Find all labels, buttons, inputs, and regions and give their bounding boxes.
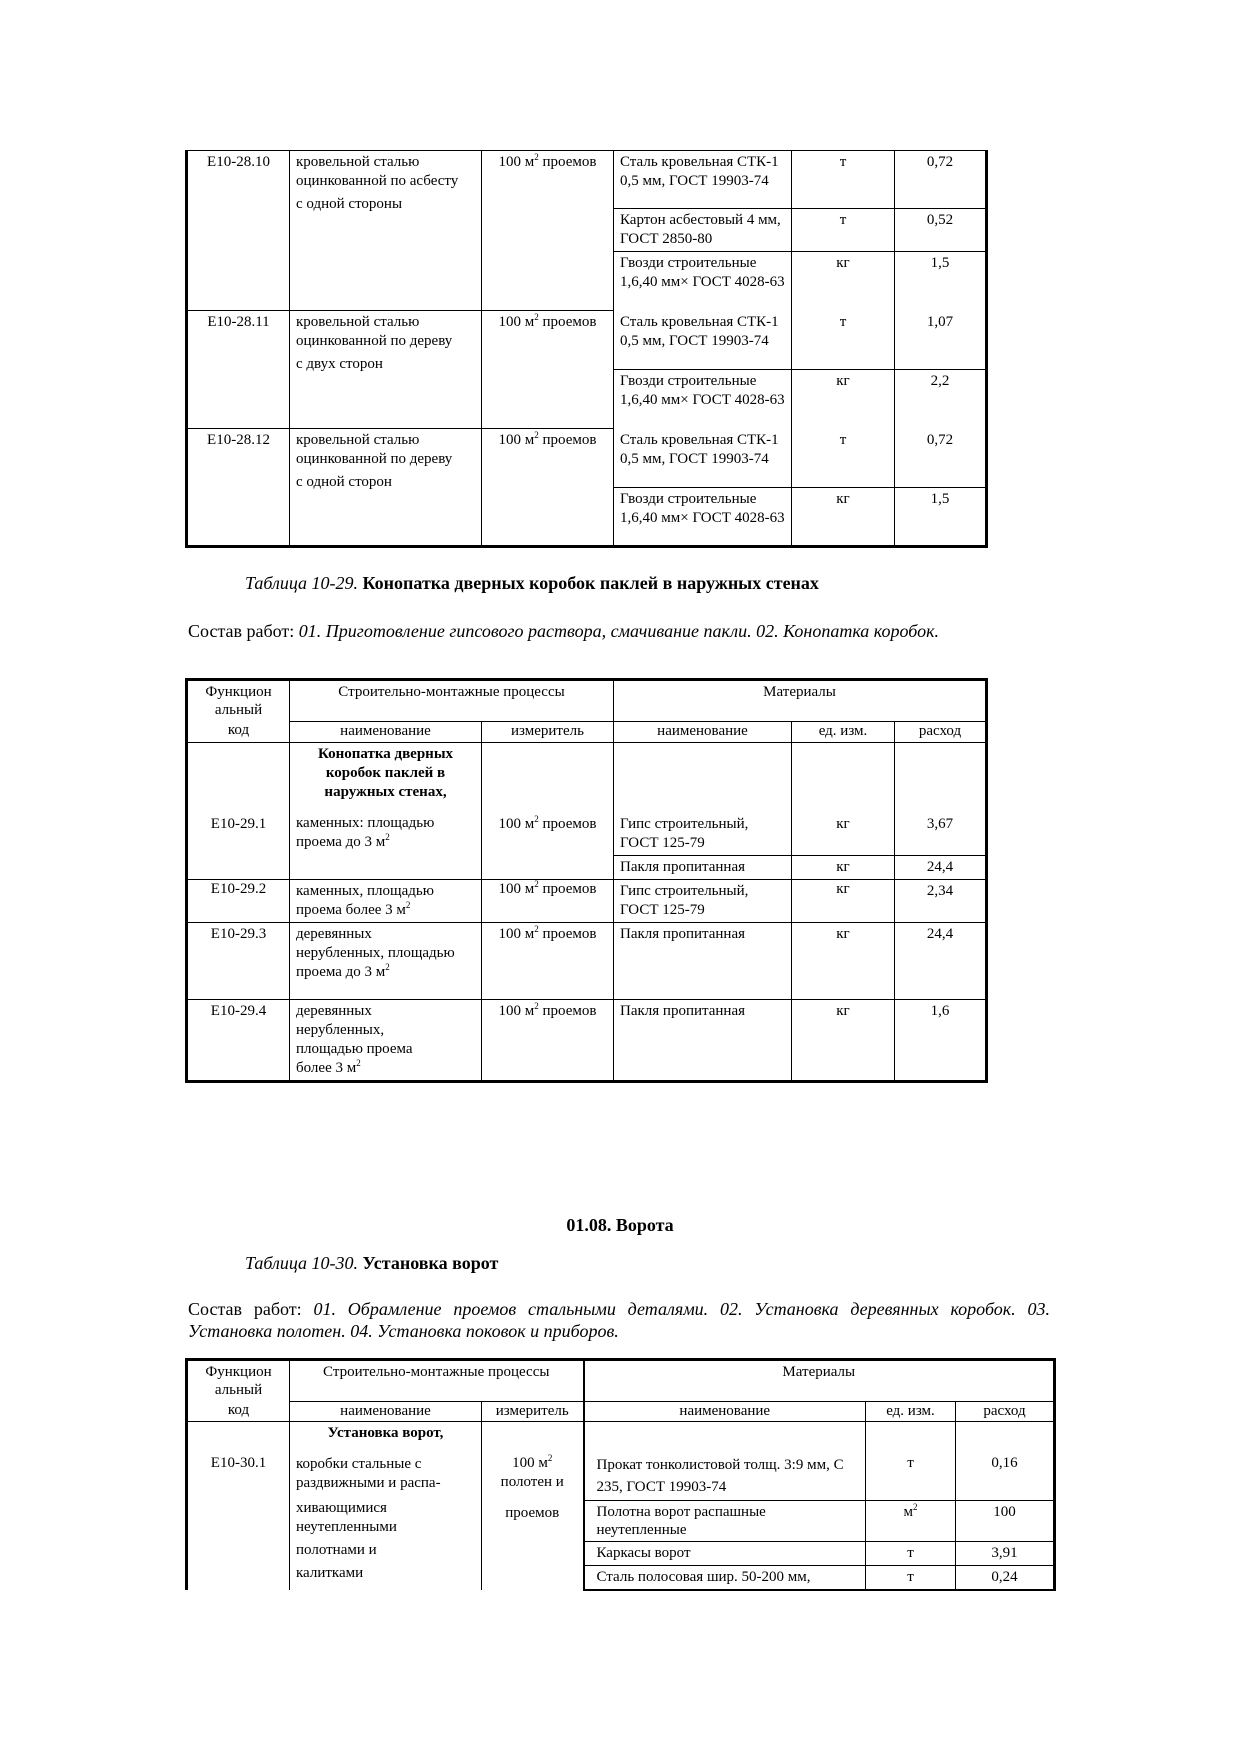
meter-cell: 100 $м^2$ полотен и проемов	[482, 1421, 584, 1590]
meter-cell: 100 $м^2$ проемов	[482, 311, 614, 429]
work-label: Состав работ:	[188, 621, 295, 641]
header-materials: Материалы	[614, 680, 987, 722]
header-consumption: расход	[895, 721, 987, 742]
material-name: Картон асбестовый 4 мм, ГОСТ 2850-80	[614, 209, 792, 252]
process-name-text: каменных: площадью проема до 3 $м^2$	[296, 814, 435, 850]
process-name-text: деревянных нерубленных, площадью проема более 3 $м^2$	[290, 999, 482, 1081]
table-10-29	[185, 678, 988, 1083]
material-name: Пакля пропитанная	[614, 855, 792, 879]
material-consumption: 2,2	[895, 370, 987, 429]
material-unit: т	[866, 1541, 956, 1565]
table-row	[187, 1421, 1055, 1500]
work-composition-10-29	[188, 620, 1050, 642]
header-material-name: наименование	[584, 1401, 866, 1421]
process-name-text: кровельной сталью оцинкованной по дереву	[296, 314, 453, 349]
material-unit: т	[792, 151, 895, 209]
material-name: Сталь полосовая шир. 50-200 мм,	[584, 1565, 866, 1590]
material-unit: т	[792, 311, 895, 370]
section-heading: 01.08. Ворота	[566, 1215, 674, 1235]
meter-cell: 100 $м^2$ проемов	[482, 429, 614, 547]
process-name-line: полотнами и	[296, 1541, 377, 1558]
material-consumption: 1,07	[895, 311, 987, 370]
header-row	[187, 1401, 1055, 1421]
table-row	[187, 311, 987, 370]
header-func-code: Функцион альный	[187, 680, 290, 722]
material-name: Сталь кровельная СТК-1 0,5 мм, ГОСТ 19903-74	[614, 429, 792, 488]
process-name	[290, 429, 482, 547]
process-name-line: коробки стальные с раздвижными и распа-	[296, 1455, 441, 1491]
function-code: Е10-30.1	[187, 1421, 290, 1590]
material-unit: т	[866, 1565, 956, 1590]
material-unit: $м^2$	[866, 1500, 956, 1541]
material-name: Полотна ворот распашные неутепленные	[584, 1500, 866, 1541]
material-consumption: 2,34	[895, 879, 987, 922]
process-name-text: каменных, площадью проема более 3 $м^2$	[290, 879, 482, 922]
table-row	[187, 429, 987, 488]
process-name-text: кровельной сталью оцинкованной по дереву	[296, 432, 453, 467]
caption-title: Установка ворот	[362, 1253, 499, 1273]
meter-cell: 100 $м^2$ проемов	[482, 151, 614, 311]
process-name-suffix: с одной сторон	[296, 474, 392, 490]
header-row	[187, 1360, 1055, 1402]
material-unit: кг	[792, 742, 895, 855]
caption-prefix: Таблица 10-30.	[245, 1253, 359, 1273]
material-name: Каркасы ворот	[584, 1541, 866, 1565]
material-name: Гипс строительный, ГОСТ 125-79	[614, 879, 792, 922]
caption-prefix: Таблица 10-29.	[245, 573, 359, 593]
material-consumption: 100	[956, 1500, 1055, 1541]
material-unit: кг	[792, 252, 895, 311]
material-unit: т	[866, 1421, 956, 1500]
work-text: 01. Приготовление гипсового раствора, смачивание пакли. 02. Конопатка коробок.	[298, 621, 940, 641]
header-func-code-2: код	[187, 1401, 290, 1421]
header-name: наименование	[290, 1401, 482, 1421]
header-func-code-2: код	[187, 721, 290, 742]
header-meter: измеритель	[482, 721, 614, 742]
work-composition-10-30	[188, 1298, 1050, 1342]
material-consumption: 0,72	[895, 429, 987, 488]
material-consumption: 3,67	[895, 742, 987, 855]
process-name-text: деревянных нерубленных, площадью проема до 3 $м^2$	[290, 922, 482, 999]
material-name: Гвозди строительные 1,6,40 мм× ГОСТ 4028-63	[614, 370, 792, 429]
header-meter: измеритель	[482, 1401, 584, 1421]
header-processes: Строительно-монтажные процессы	[290, 1360, 584, 1402]
function-code: Е10-28.10	[187, 151, 290, 311]
function-code: Е10-29.3	[187, 922, 290, 999]
meter-cell: 100 $м^2$ проемов	[482, 999, 614, 1081]
material-consumption: 24,4	[895, 855, 987, 879]
process-name-line: хивающимися неутепленными	[296, 1499, 397, 1535]
material-unit: кг	[792, 855, 895, 879]
material-consumption: 1,5	[895, 488, 987, 547]
header-materials: Материалы	[584, 1360, 1055, 1402]
header-unit: ед. изм.	[866, 1401, 956, 1421]
material-unit: т	[792, 429, 895, 488]
header-processes: Строительно-монтажные процессы	[290, 680, 614, 722]
table-caption-10-30	[245, 1253, 498, 1274]
meter-cell: 100 $м^2$ проемов	[482, 742, 614, 879]
material-name: Сталь кровельная СТК-1 0,5 мм, ГОСТ 19903-74	[614, 151, 792, 209]
material-consumption: 1,6	[895, 999, 987, 1081]
work-text: 01. Обрамление проемов стальными деталями. 02. Установка деревянных коробок. 03. Установка полотен. 04. Установка поковок и приборов.	[188, 1299, 1051, 1341]
table-caption-10-29	[245, 573, 819, 594]
work-label: Состав работ:	[188, 1299, 302, 1319]
function-code: Е10-29.1	[187, 742, 290, 879]
section-title: Установка ворот,	[327, 1424, 444, 1441]
header-consumption: расход	[956, 1401, 1055, 1421]
process-name	[290, 311, 482, 429]
material-unit: т	[792, 209, 895, 252]
material-unit: кг	[792, 879, 895, 922]
material-name: Гипс строительный, ГОСТ 125-79	[614, 742, 792, 855]
table-row	[187, 922, 987, 999]
function-code: Е10-28.11	[187, 311, 290, 429]
material-name: Прокат тонколистовой толщ. 3:9 мм, С 235, ГОСТ 19903-74	[584, 1421, 866, 1500]
header-material-name: наименование	[614, 721, 792, 742]
material-consumption: 0,72	[895, 151, 987, 209]
process-name-suffix: с одной стороны	[296, 196, 403, 212]
material-name: Пакля пропитанная	[614, 922, 792, 999]
material-unit: кг	[792, 999, 895, 1081]
material-unit: кг	[792, 922, 895, 999]
process-name	[290, 1421, 482, 1590]
material-unit: кг	[792, 488, 895, 547]
header-name: наименование	[290, 721, 482, 742]
header-unit: ед. изм.	[792, 721, 895, 742]
material-name: Сталь кровельная СТК-1 0,5 мм, ГОСТ 19903-74	[614, 311, 792, 370]
material-name: Гвозди строительные 1,6,40 мм× ГОСТ 4028-63	[614, 488, 792, 547]
process-name	[290, 742, 482, 879]
function-code: Е10-29.4	[187, 999, 290, 1081]
material-name: Пакля пропитанная	[614, 999, 792, 1081]
table-10-30	[185, 1358, 1056, 1591]
material-consumption: 3,91	[956, 1541, 1055, 1565]
process-name	[290, 151, 482, 311]
caption-title: Конопатка дверных коробок паклей в наружных стенах	[362, 573, 819, 593]
table-row	[187, 999, 987, 1081]
table-10-28-continuation	[185, 150, 988, 548]
process-name-line: калитками	[296, 1564, 364, 1581]
table-row	[187, 151, 987, 209]
material-consumption: 0,24	[956, 1565, 1055, 1590]
material-consumption: 0,16	[956, 1421, 1055, 1500]
meter-cell: 100 $м^2$ проемов	[482, 879, 614, 922]
table-row	[187, 742, 987, 855]
header-func-code: Функцион альный	[187, 1360, 290, 1402]
material-unit: кг	[792, 370, 895, 429]
meter-cell: 100 $м^2$ проемов	[482, 922, 614, 999]
function-code: Е10-29.2	[187, 879, 290, 922]
process-name-text: кровельной сталью оцинкованной по асбесту	[296, 154, 459, 189]
material-consumption: 24,4	[895, 922, 987, 999]
header-row	[187, 680, 987, 722]
process-name-suffix: с двух сторон	[296, 356, 383, 372]
material-name: Гвозди строительные 1,6,40 мм× ГОСТ 4028-63	[614, 252, 792, 311]
material-consumption: 0,52	[895, 209, 987, 252]
header-row	[187, 721, 987, 742]
table-row	[187, 879, 987, 922]
section-title: Конопатка дверных коробок паклей в наружных стенах,	[317, 745, 454, 800]
function-code: Е10-28.12	[187, 429, 290, 547]
material-consumption: 1,5	[895, 252, 987, 311]
